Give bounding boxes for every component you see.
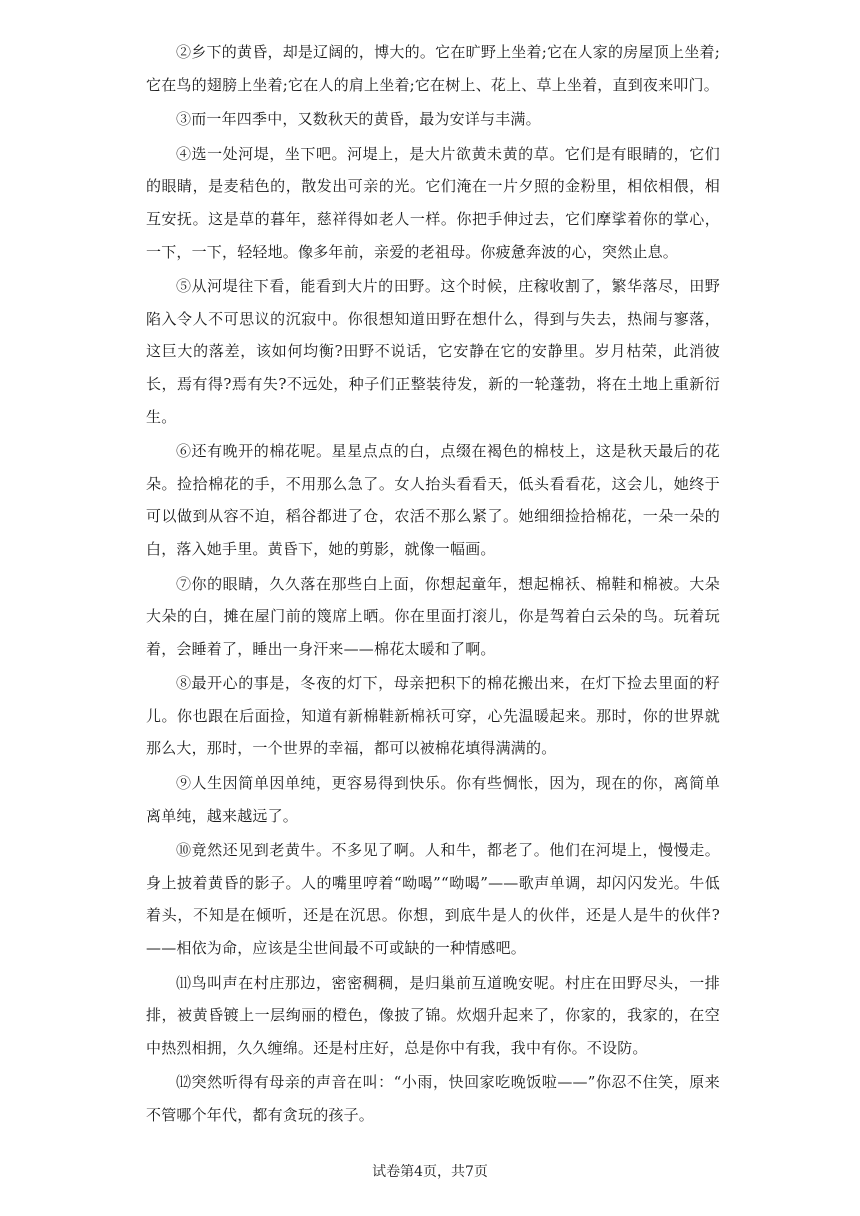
- document-body: [146, 36, 720, 1134]
- paragraph-9: ⑨人生因简单因单纯，更容易得到快乐。你有些惆怅，因为，现在的你，离简单离单纯，越来越远了。: [146, 774, 720, 825]
- paragraph-4: ④选一处河堤，坐下吧。河堤上，是大片欲黄未黄的草。它们是有眼睛的，它们的眼睛，是麦秸色的，散发出可亲的光。它们淹在一片夕照的金粉里，相依相偎，相互安抚。这是草的暮年，慈祥得如老人一样。你把手伸过去，它们摩挲着你的掌心，一下，一下，轻轻地。像多年前，亲爱的老祖母。你疲惫奔波的心，突然止息。: [146, 144, 720, 261]
- paragraph-5: ⑤从河堤往下看，能看到大片的田野。这个时候，庄稼收割了，繁华落尽，田野陷入令人不可思议的沉寂中。你很想知道田野在想什么，得到与失去，热闹与寥落，这巨大的落差，该如何均衡?田野不说话，它安静在它的安静里。岁月枯荣，此消彼长，焉有得?焉有失?不远处，种子们正整装待发，新的一轮蓬勃，将在土地上重新衍生。: [146, 277, 720, 426]
- paragraph-6: ⑥还有晚开的棉花呢。星星点点的白，点缀在褐色的棉枝上，这是秋天最后的花朵。捡拾棉花的手，不用那么急了。女人抬头看看天，低头看看花，这会儿，她终于可以做到从容不迫，稻谷都进了仓，农活不那么紧了。她细细捡拾棉花，一朵一朵的白，落入她手里。黄昏下，她的剪影，就像一幅画。: [146, 442, 720, 558]
- paragraph-10: ⑩竟然还见到老黄牛。不多见了啊。人和牛，都老了。他们在河堤上，慢慢走。身上披着黄昏的影子。人的嘴里哼着“呦喝”“呦喝”——歌声单调，却闪闪发光。牛低着头，不知是在倾听，还是在沉思。你想，到底牛是人的伙伴，还是人是牛的伙伴?——相依为命，应该是尘世间最不可或缺的一种情感吧。: [146, 841, 720, 958]
- paragraph-3: ③而一年四季中，又数秋天的黄昏，最为安详与丰满。: [176, 110, 541, 129]
- page-footer: 试卷第4页，共7页: [372, 1164, 488, 1180]
- paragraph-2: ②乡下的黄昏，却是辽阔的，博大的。它在旷野上坐着;它在人家的房屋顶上坐着;它在鸟的翅膀上坐着;它在人的肩上坐着;它在树上、花上、草上坐着，直到夜来叩门。: [146, 43, 720, 94]
- paragraph-11: ⑾鸟叫声在村庄那边，密密稠稠，是归巢前互道晚安呢。村庄在田野尽头，一排排，被黄昏镀上一层绚丽的橙色，像披了锦。炊烟升起来了，你家的，我家的，在空中热烈相拥，久久缠绵。还是村庄好，总是你中有我，我中有你。不设防。: [146, 973, 720, 1057]
- paragraph-8: ⑧最开心的事是，冬夜的灯下，母亲把积下的棉花搬出来，在灯下捡去里面的籽儿。你也跟在后面捡，知道有新棉鞋新棉袄可穿，心先温暖起来。那时，你的世界就那么大，那时，一个世界的幸福，都可以被棉花填得满满的。: [146, 674, 720, 758]
- paragraph-7: ⑦你的眼睛，久久落在那些白上面，你想起童年，想起棉袄、棉鞋和棉被。大朵大朵的白，摊在屋门前的篾席上晒。你在里面打滚儿，你是驾着白云朵的鸟。玩着玩着，会睡着了，睡出一身汗来——棉花太暖和了啊。: [146, 574, 720, 658]
- paragraph-12: ⑿突然听得有母亲的声音在叫：“小雨，快回家吃晚饭啦——”你忍不住笑，原来不管哪个年代，都有贪玩的孩子。: [146, 1073, 720, 1124]
